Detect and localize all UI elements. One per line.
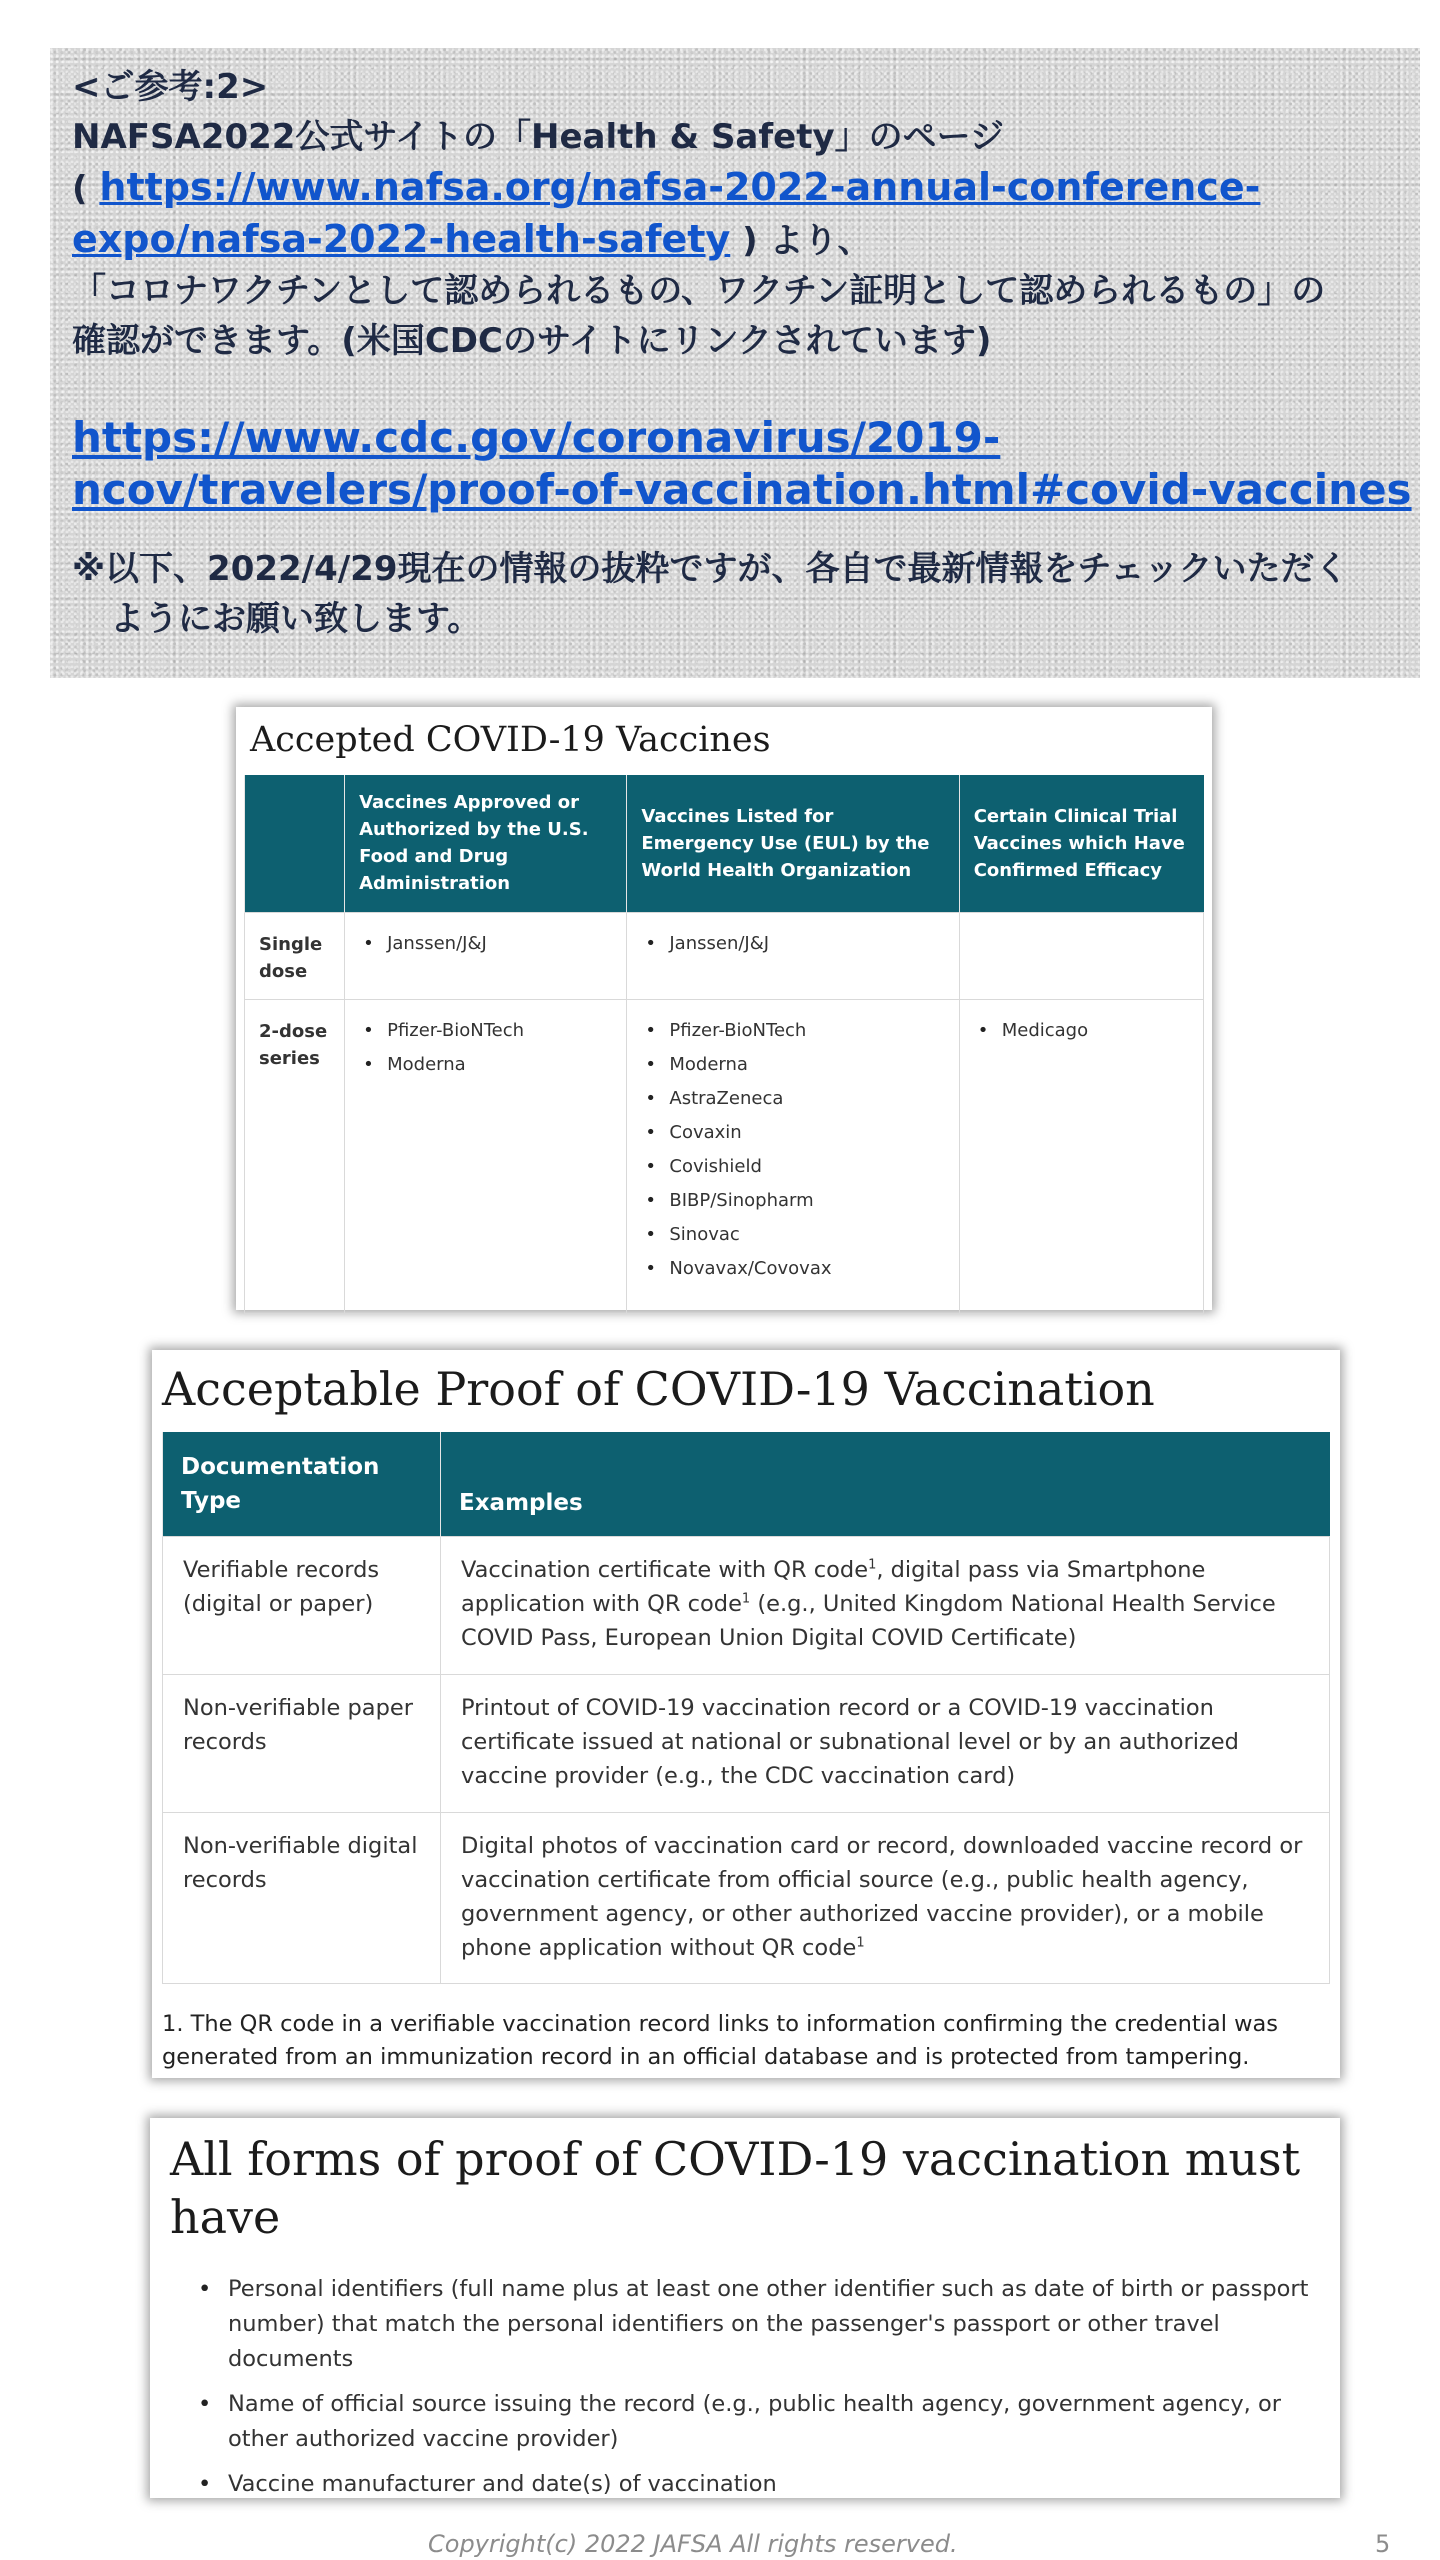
open-paren: ( bbox=[72, 169, 88, 209]
list-item: • AstraZeneca bbox=[641, 1082, 944, 1116]
cdc-url-link-part2[interactable]: ncov/travelers/proof-of-vaccination.html#covid-vaccines bbox=[72, 465, 1412, 514]
table-row bbox=[245, 999, 1204, 1313]
examples-cell bbox=[441, 1812, 1330, 1983]
footnote-ref: 1 bbox=[856, 1935, 865, 1950]
nafsa-url-link-part1[interactable]: https://www.nafsa.org/nafsa-2022-annual-conference- bbox=[99, 165, 1261, 209]
banner-description-1: 「コロナワクチンとして認められるもの、ワクチン証明として認められるもの」の bbox=[72, 271, 1326, 311]
example-text: Vaccination certificate with QR code bbox=[461, 1556, 869, 1583]
list-item: • Medicago bbox=[974, 1014, 1189, 1048]
header-documentation-type: Documentation Type bbox=[163, 1432, 441, 1536]
nafsa-link-line1 bbox=[72, 162, 1398, 214]
list-item: • Janssen/J&J bbox=[641, 927, 944, 961]
table-row bbox=[245, 912, 1204, 999]
spacer bbox=[72, 516, 1398, 544]
example-text: , digital pass via Smartphone application with QR code bbox=[461, 1556, 1206, 1617]
accepted-vaccines-table bbox=[244, 775, 1204, 1314]
table-row bbox=[163, 1812, 1330, 1983]
requirements-list bbox=[170, 2272, 1320, 2502]
qr-footnote: 1. The QR code in a verifiable vaccination record links to information confirming the credential was generated from an immunization record in an official database and is protected from tampering. bbox=[162, 2010, 1279, 2070]
fda-cell bbox=[345, 912, 627, 999]
examples-cell bbox=[441, 1536, 1330, 1674]
header-clinical-trial: Certain Clinical Trial Vaccines which Have Confirmed Efficacy bbox=[959, 775, 1203, 912]
banner-description-2: 確認ができます。(米国CDCのサイトにリンクされています) bbox=[72, 321, 992, 361]
list-item: • Covishield bbox=[641, 1150, 944, 1184]
doc-type-cell: Verifiable records (digital or paper) bbox=[163, 1536, 441, 1674]
footnote-ref: 1 bbox=[741, 1591, 751, 1606]
list-item: • Personal identifiers (full name plus at least one other identifier such as date of birth or passport number) that match the personal identifiers on the passenger's passport or other travel documents bbox=[170, 2272, 1320, 2377]
acceptable-proof-table bbox=[162, 1432, 1330, 1984]
accepted-vaccines-card bbox=[236, 707, 1212, 1310]
copyright-text: Copyright(c) 2022 JAFSA All rights reserved. bbox=[428, 2530, 958, 2558]
list-item: • Covaxin bbox=[641, 1116, 944, 1150]
reference-label: <ご参考:2> bbox=[72, 67, 269, 107]
accepted-vaccines-title: Accepted COVID-19 Vaccines bbox=[250, 720, 771, 760]
row-label-two-dose: 2-dose series bbox=[245, 999, 345, 1313]
list-item: • Vaccine manufacturer and date(s) of vaccination bbox=[170, 2467, 1320, 2502]
table-header-row bbox=[163, 1432, 1330, 1536]
example-text: (e.g., United Kingdom National Health Service COVID Pass, European Union Digital COVID Certificate) bbox=[461, 1590, 1276, 1651]
table-row bbox=[163, 1674, 1330, 1812]
examples-cell: Printout of COVID-19 vaccination record or a COVID-19 vaccination certificate issued at national or subnational level or by an authorized vaccine provider (e.g., the CDC vaccination card) bbox=[441, 1674, 1330, 1812]
note-line-1: ※以下、2022/4/29現在の情報の抜粋ですが、各自で最新情報をチェックいただく bbox=[72, 549, 1349, 589]
spacer bbox=[72, 366, 1398, 412]
nafsa-page-heading: NAFSA2022公式サイトの「Health & Safety」のページ bbox=[72, 117, 1004, 157]
table-header-row bbox=[245, 775, 1204, 912]
reference-banner bbox=[50, 48, 1420, 678]
header-examples: Examples bbox=[441, 1432, 1330, 1536]
list-item: • Moderna bbox=[641, 1048, 944, 1082]
proof-requirements-card bbox=[150, 2118, 1340, 2498]
list-item: • Janssen/J&J bbox=[359, 927, 612, 961]
nafsa-url-link-part2[interactable]: expo/nafsa-2022-health-safety bbox=[72, 217, 731, 261]
list-item: • Sinovac bbox=[641, 1218, 944, 1252]
footnote-ref: 1 bbox=[868, 1557, 877, 1572]
doc-type-cell: Non-verifiable paper records bbox=[163, 1674, 441, 1812]
doc-type-cell: Non-verifiable digital records bbox=[163, 1812, 441, 1983]
link-suffix-text: ) より、 bbox=[730, 221, 872, 261]
who-cell bbox=[627, 912, 959, 999]
list-item: • Pfizer-BioNTech bbox=[641, 1014, 944, 1048]
list-item: • BIBP/Sinopharm bbox=[641, 1184, 944, 1218]
acceptable-proof-title: Acceptable Proof of COVID-19 Vaccination bbox=[162, 1362, 1155, 1416]
list-item: • Novavax/Covovax bbox=[641, 1252, 944, 1286]
table-row bbox=[163, 1536, 1330, 1674]
header-who: Vaccines Listed for Emergency Use (EUL) by the World Health Organization bbox=[627, 775, 959, 912]
note-line-2: ようにお願い致します。 bbox=[110, 599, 482, 639]
header-fda: Vaccines Approved or Authorized by the U.S. Food and Drug Administration bbox=[345, 775, 627, 912]
proof-requirements-title: All forms of proof of COVID-19 vaccination must have bbox=[170, 2132, 1301, 2244]
header-empty bbox=[245, 775, 345, 912]
trial-cell bbox=[959, 999, 1203, 1313]
acceptable-proof-card bbox=[152, 1350, 1340, 2078]
list-item: • Moderna bbox=[359, 1048, 612, 1082]
page-number: 5 bbox=[1375, 2530, 1391, 2558]
trial-cell bbox=[959, 912, 1203, 999]
list-item: • Name of official source issuing the record (e.g., public health agency, government agency, or other authorized vaccine provider) bbox=[170, 2387, 1320, 2457]
nafsa-link-line2 bbox=[72, 214, 1398, 266]
example-text: Digital photos of vaccination card or record, downloaded vaccine record or vaccination certificate from official source (e.g., public health agency, government agency, or other authorized vaccine provider), or a mobile phone application without QR code bbox=[461, 1832, 1303, 1961]
list-item: • Pfizer-BioNTech bbox=[359, 1014, 612, 1048]
who-cell bbox=[627, 999, 959, 1313]
cdc-url-link-part1[interactable]: https://www.cdc.gov/coronavirus/2019- bbox=[72, 413, 1001, 462]
row-label-single-dose: Single dose bbox=[245, 912, 345, 999]
fda-cell bbox=[345, 999, 627, 1313]
